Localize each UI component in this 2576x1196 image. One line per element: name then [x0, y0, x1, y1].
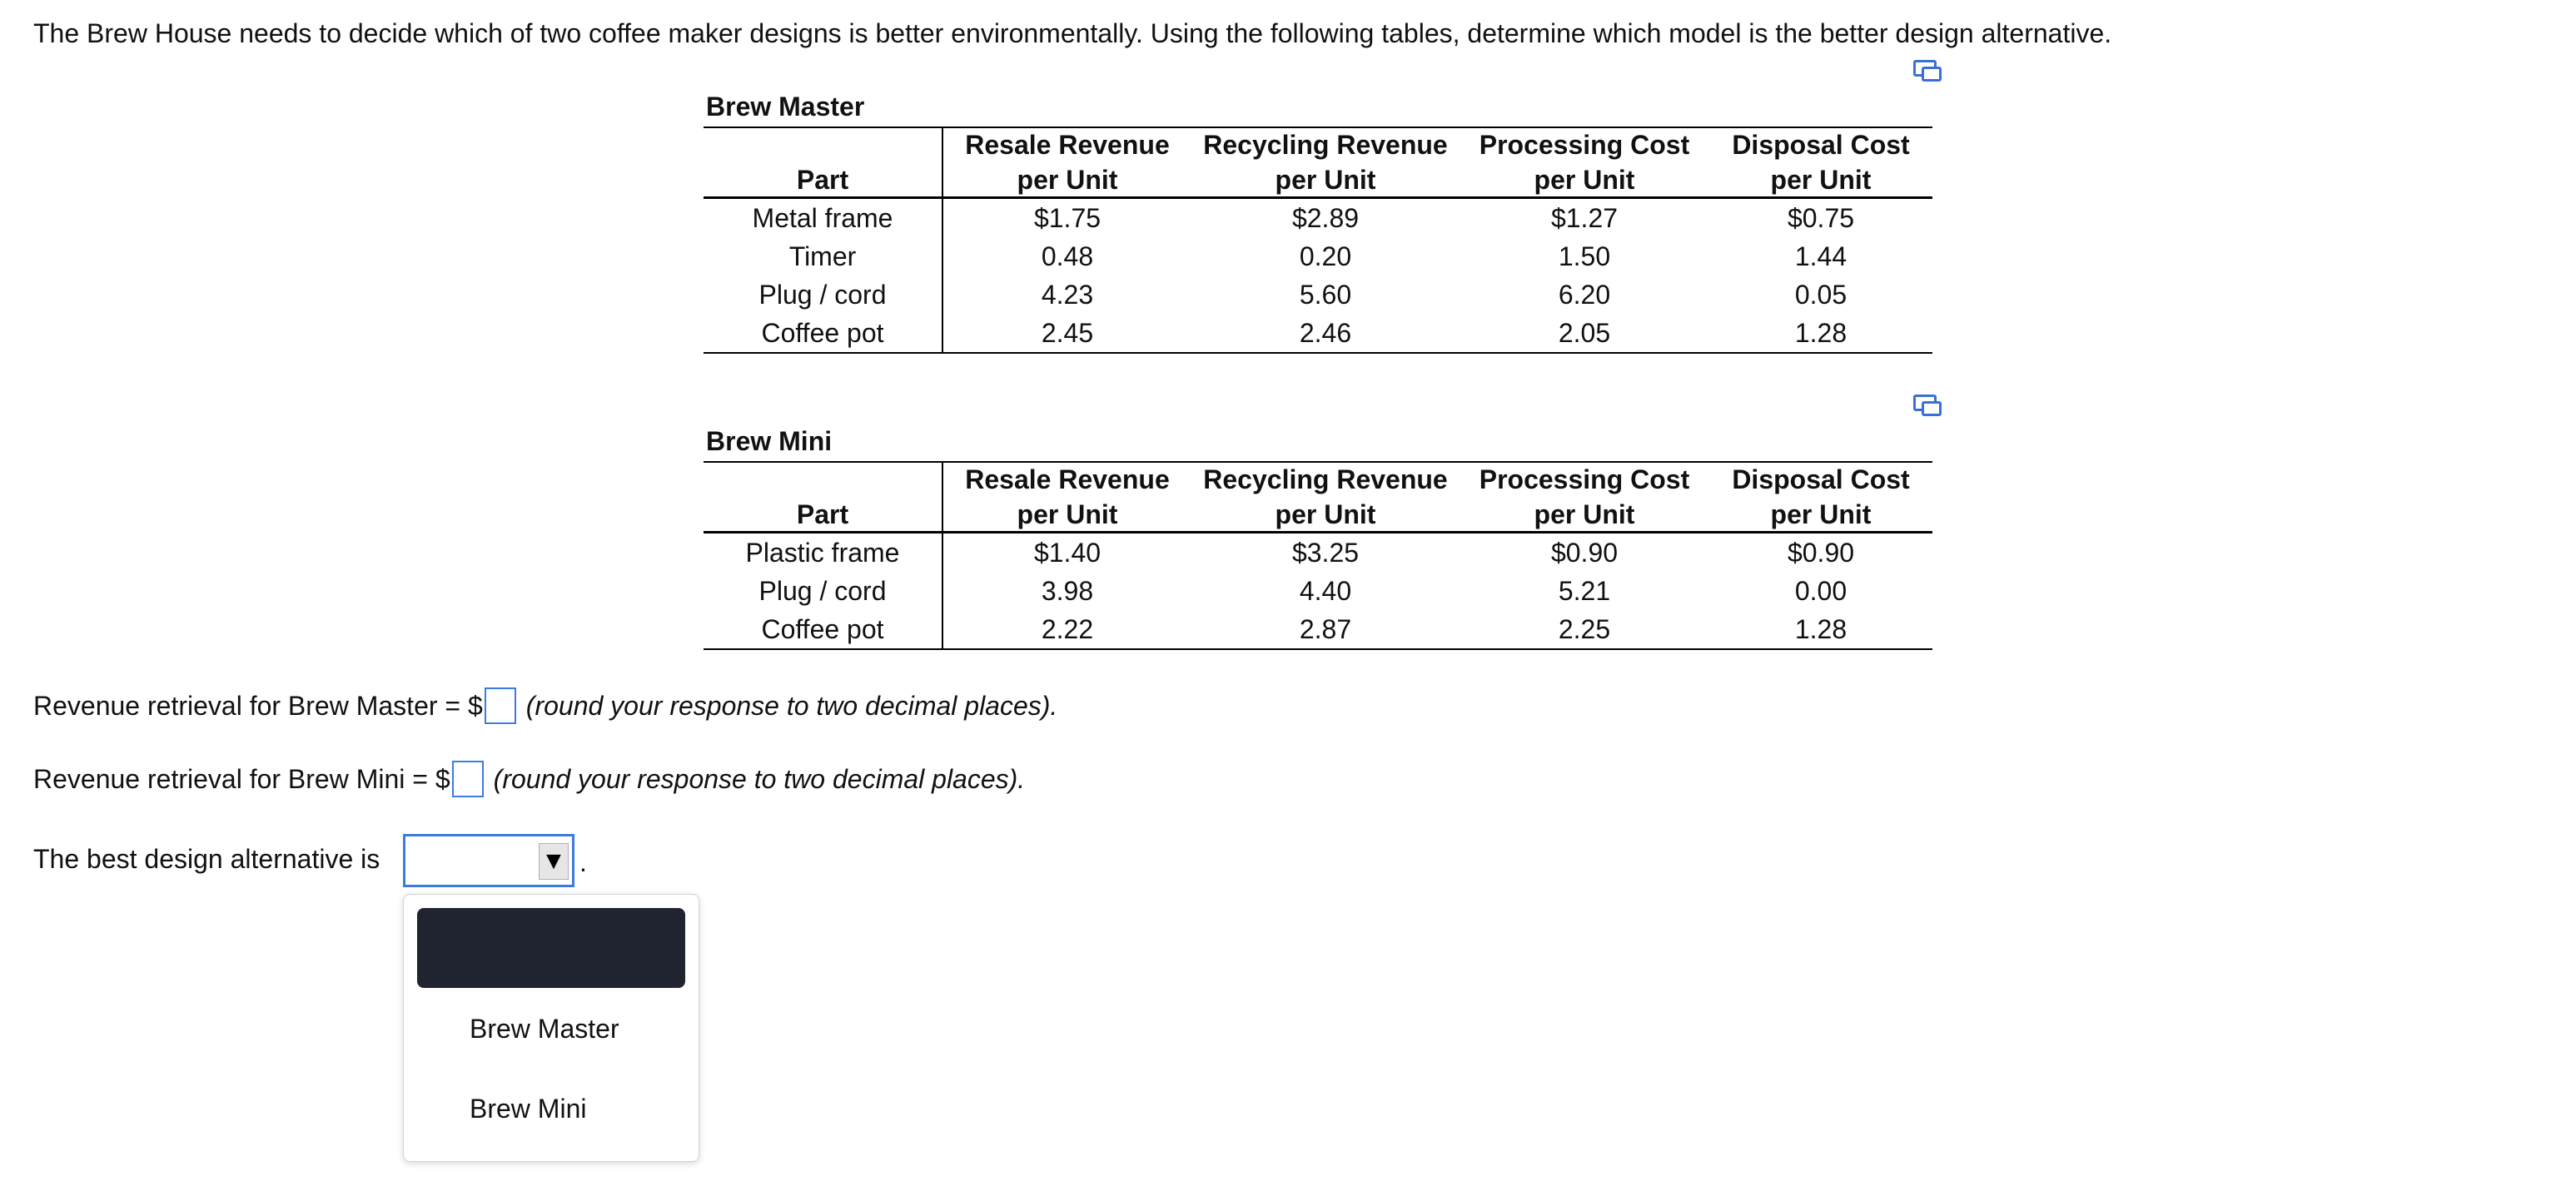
brew-mini-table — [704, 461, 1931, 650]
q1-label: Revenue retrieval for Brew Master = $ — [33, 690, 483, 721]
header-processing-line1: Processing Cost — [1460, 127, 1709, 161]
recycling-cell: $2.89 — [1291, 203, 1360, 233]
question-brew-master-revenue — [33, 687, 1057, 724]
recycling-cell: $3.25 — [1291, 538, 1360, 568]
question-intro: The Brew House needs to decide which of two coffee maker designs is better environmentally. Using the following tables, determine which model is the better design alternative. — [33, 18, 2112, 48]
header-disposal-line2: per Unit — [1709, 496, 1932, 533]
brew-master-revenue-input[interactable] — [485, 687, 516, 724]
table-row — [704, 533, 1932, 573]
part-cell: Plug / cord — [704, 275, 942, 314]
brew-master-title: Brew Master — [706, 92, 865, 122]
disposal-cell: $0.90 — [1787, 538, 1855, 568]
header-recycling-line2: per Unit — [1191, 161, 1460, 198]
processing-cell: 6.20 — [1558, 280, 1611, 310]
header-resale-line1: Resale Revenue — [942, 462, 1191, 496]
q2-label: Revenue retrieval for Brew Mini = $ — [33, 763, 450, 794]
q3-period: . — [579, 847, 587, 877]
disposal-cell: 1.28 — [1709, 314, 1932, 353]
copy-data-icon[interactable] — [1912, 58, 1942, 82]
resale-cell: 2.45 — [942, 314, 1191, 353]
q3-label: The best design alternative is — [33, 844, 380, 874]
header-disposal-line2: per Unit — [1709, 161, 1932, 198]
recycling-cell: 5.60 — [1299, 280, 1352, 310]
best-design-select[interactable] — [403, 834, 574, 887]
recycling-cell: 2.46 — [1191, 314, 1460, 353]
processing-cell: $1.27 — [1550, 203, 1619, 233]
brew-mini-title: Brew Mini — [706, 426, 833, 456]
table-row — [704, 237, 1932, 275]
recycling-cell: 4.40 — [1299, 576, 1352, 606]
dropdown-option-brew-mini[interactable]: Brew Mini — [470, 1094, 587, 1124]
recycling-cell: 0.20 — [1299, 241, 1352, 271]
brew-mini-revenue-input[interactable] — [452, 761, 484, 797]
header-resale-line1: Resale Revenue — [942, 127, 1191, 161]
question-best-design — [33, 844, 380, 875]
header-disposal-line1: Disposal Cost — [1709, 462, 1932, 496]
disposal-cell: 0.05 — [1794, 280, 1847, 310]
dropdown-option-blank[interactable] — [417, 908, 685, 988]
header-recycling-line1: Recycling Revenue — [1191, 127, 1460, 161]
processing-cell: 2.25 — [1460, 610, 1709, 649]
header-processing-line2: per Unit — [1460, 496, 1709, 533]
part-cell: Timer — [704, 237, 942, 275]
dropdown-option-brew-master[interactable]: Brew Master — [470, 1014, 619, 1044]
header-part: Part — [704, 496, 942, 533]
disposal-cell: 1.28 — [1709, 610, 1932, 649]
q2-hint: (round your response to two decimal places). — [493, 763, 1026, 794]
resale-cell: 0.48 — [1041, 241, 1094, 271]
resale-cell: 4.23 — [1041, 280, 1094, 310]
header-resale-line2: per Unit — [942, 496, 1191, 533]
resale-cell: $1.40 — [1033, 538, 1102, 568]
copy-data-icon[interactable] — [1912, 393, 1942, 416]
part-cell: Metal frame — [704, 198, 942, 238]
header-processing-line2: per Unit — [1460, 161, 1709, 198]
disposal-cell: 0.00 — [1794, 576, 1847, 606]
question-brew-mini-revenue — [33, 761, 1025, 797]
dropdown-menu — [403, 894, 699, 1162]
processing-cell: $0.90 — [1550, 538, 1619, 568]
table-row — [704, 314, 1932, 353]
header-recycling-line1: Recycling Revenue — [1191, 462, 1460, 496]
header-part-blank — [704, 127, 942, 161]
header-part: Part — [704, 161, 942, 198]
processing-cell: 5.21 — [1558, 576, 1611, 606]
brew-master-table — [704, 127, 1931, 354]
recycling-cell: 2.87 — [1191, 610, 1460, 649]
resale-cell: $1.75 — [1033, 203, 1102, 233]
header-recycling-line2: per Unit — [1191, 496, 1460, 533]
header-processing-line1: Processing Cost — [1460, 462, 1709, 496]
part-cell: Plug / cord — [704, 572, 942, 610]
disposal-cell: 1.44 — [1794, 241, 1847, 271]
part-cell: Coffee pot — [704, 314, 942, 353]
table-row — [704, 572, 1932, 610]
disposal-cell: $0.75 — [1787, 203, 1855, 233]
part-cell: Coffee pot — [704, 610, 942, 649]
resale-cell: 2.22 — [942, 610, 1191, 649]
table-row — [704, 610, 1932, 649]
q1-hint: (round your response to two decimal places). — [525, 690, 1058, 721]
table-row — [704, 275, 1932, 314]
header-disposal-line1: Disposal Cost — [1709, 127, 1932, 161]
processing-cell: 1.50 — [1558, 241, 1611, 271]
resale-cell: 3.98 — [1041, 576, 1094, 606]
dropdown-arrow-icon[interactable]: ▼ — [539, 843, 569, 880]
header-part-blank — [704, 462, 942, 496]
table-row — [704, 198, 1932, 238]
processing-cell: 2.05 — [1460, 314, 1709, 353]
part-cell: Plastic frame — [704, 533, 942, 573]
header-resale-line2: per Unit — [942, 161, 1191, 198]
